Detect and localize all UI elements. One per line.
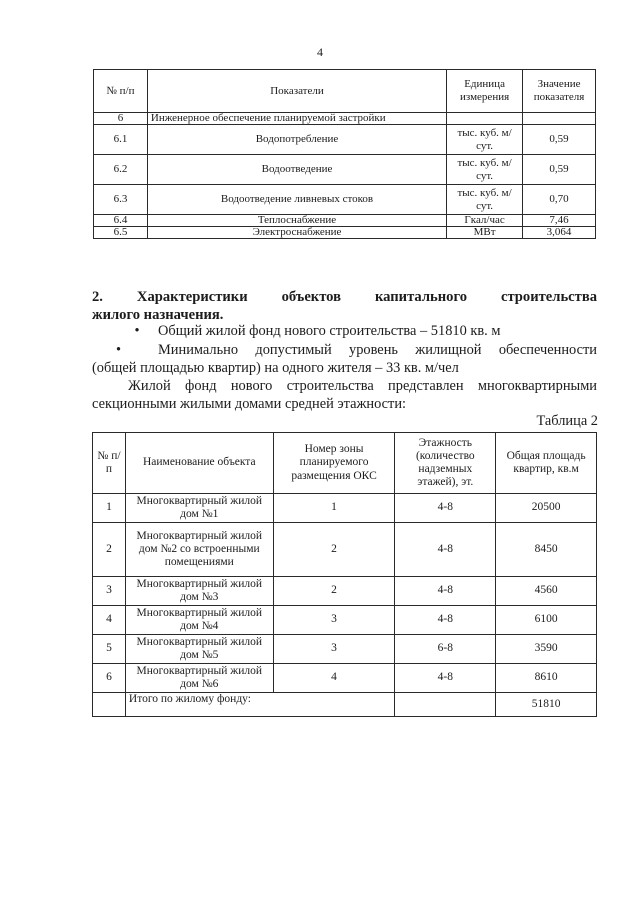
bullet-icon: •	[116, 342, 122, 358]
row-num: 2	[93, 523, 126, 577]
row-num: 6.3	[94, 185, 148, 215]
header-zone: Номер зоны планируемого размещения ОКС	[273, 433, 395, 494]
row-zone: 3	[273, 635, 395, 664]
row-value: 7,46	[523, 215, 596, 227]
row-floors: 4-8	[395, 577, 496, 606]
section-heading-line2: жилого назначения.	[92, 307, 224, 323]
table-header-row	[94, 70, 596, 113]
row-name: Электроснабжение	[147, 227, 446, 239]
header-num: № п/п	[94, 70, 148, 113]
row-floors: 4-8	[395, 606, 496, 635]
row-unit: тыс. куб. м/сут.	[447, 125, 523, 155]
row-name: Многоквартирный жилой дом №6	[125, 664, 273, 693]
row-name: Многоквартирный жилой дом №3	[125, 577, 273, 606]
row-num: 6.2	[94, 155, 148, 185]
section-heading-line1: 2. Характеристики объектов капитального строительства	[92, 289, 597, 305]
row-unit: тыс. куб. м/сут.	[447, 155, 523, 185]
row-name: Многоквартирный жилой дом №4	[125, 606, 273, 635]
row-floors: 4-8	[395, 664, 496, 693]
paragraph-line1: Жилой фонд нового строительства представлен многоквартирными	[128, 378, 597, 394]
row-unit: МВт	[447, 227, 523, 239]
row-area: 4560	[496, 577, 597, 606]
row-zone: 3	[273, 606, 395, 635]
row-name: Водопотребление	[147, 125, 446, 155]
header-object-name: Наименование объекта	[125, 433, 273, 494]
row-area: 8610	[496, 664, 597, 693]
row-num: 6.4	[94, 215, 148, 227]
indicators-table	[93, 69, 596, 239]
row-floors: 6-8	[395, 635, 496, 664]
row-name: Многоквартирный жилой дом №5	[125, 635, 273, 664]
row-zone: 2	[273, 577, 395, 606]
row-num: 6.5	[94, 227, 148, 239]
bullet-item-text: Общий жилой фонд нового строительства – 51810 кв. м	[158, 323, 501, 339]
housing-table	[92, 432, 597, 717]
header-floors: Этажность (количество надземных этажей), эт.	[395, 433, 496, 494]
table-row	[94, 215, 596, 227]
header-area: Общая площадь квартир, кв.м	[496, 433, 597, 494]
row-value: 0,59	[523, 125, 596, 155]
bullet-item-text-line2: (общей площадью квартир) на одного жителя – 33 кв. м/чел	[92, 360, 459, 376]
row-zone: 4	[273, 664, 395, 693]
row-name: Многоквартирный жилой дом №2 со встроенными помещениями	[125, 523, 273, 577]
row-unit: Гкал/час	[447, 215, 523, 227]
header-indicator: Показатели	[147, 70, 446, 113]
section-heading	[92, 288, 597, 324]
row-num: 4	[93, 606, 126, 635]
row-area: 8450	[496, 523, 597, 577]
row-zone: 1	[273, 494, 395, 523]
row-num: 1	[93, 494, 126, 523]
bullet-item-text-line1: Минимально допустимый уровень жилищной обеспеченности	[158, 342, 597, 358]
row-num: 6.1	[94, 125, 148, 155]
table-row	[93, 494, 597, 523]
table-row	[93, 606, 597, 635]
section-num: 6	[94, 113, 148, 125]
row-name: Многоквартирный жилой дом №1	[125, 494, 273, 523]
row-area: 3590	[496, 635, 597, 664]
bullet-item-2	[92, 342, 597, 377]
row-value: 3,064	[523, 227, 596, 239]
row-name: Водоотведение ливневых стоков	[147, 185, 446, 215]
table-row	[94, 185, 596, 215]
section-row	[94, 113, 596, 125]
table-row	[94, 155, 596, 185]
row-num: 3	[93, 577, 126, 606]
row-floors: 4-8	[395, 523, 496, 577]
table-caption: Таблица 2	[536, 413, 598, 429]
total-area: 51810	[496, 693, 597, 717]
row-name: Теплоснабжение	[147, 215, 446, 227]
row-num: 6	[93, 664, 126, 693]
total-row	[93, 693, 597, 717]
row-value: 0,59	[523, 155, 596, 185]
row-zone: 2	[273, 523, 395, 577]
table-row	[93, 664, 597, 693]
paragraph-line2: секционными жилыми домами средней этажности:	[92, 396, 407, 412]
table-row	[93, 523, 597, 577]
table-row	[94, 227, 596, 239]
row-value: 0,70	[523, 185, 596, 215]
table-row	[93, 577, 597, 606]
table-row	[94, 125, 596, 155]
total-label: Итого по жилому фонду:	[125, 693, 395, 717]
page-number: 4	[317, 45, 323, 59]
table-row	[93, 635, 597, 664]
header-unit: Единица измерения	[447, 70, 523, 113]
paragraph	[92, 378, 597, 413]
header-num: № п/п	[93, 433, 126, 494]
row-name: Водоотведение	[147, 155, 446, 185]
row-area: 6100	[496, 606, 597, 635]
header-value: Значение показателя	[523, 70, 596, 113]
row-num: 5	[93, 635, 126, 664]
row-area: 20500	[496, 494, 597, 523]
bullet-item-1	[116, 323, 597, 340]
row-unit: тыс. куб. м/сут.	[447, 185, 523, 215]
table-header-row	[93, 433, 597, 494]
row-floors: 4-8	[395, 494, 496, 523]
section-label: Инженерное обеспечение планируемой застройки	[147, 113, 446, 125]
bullet-icon: •	[134, 323, 140, 339]
